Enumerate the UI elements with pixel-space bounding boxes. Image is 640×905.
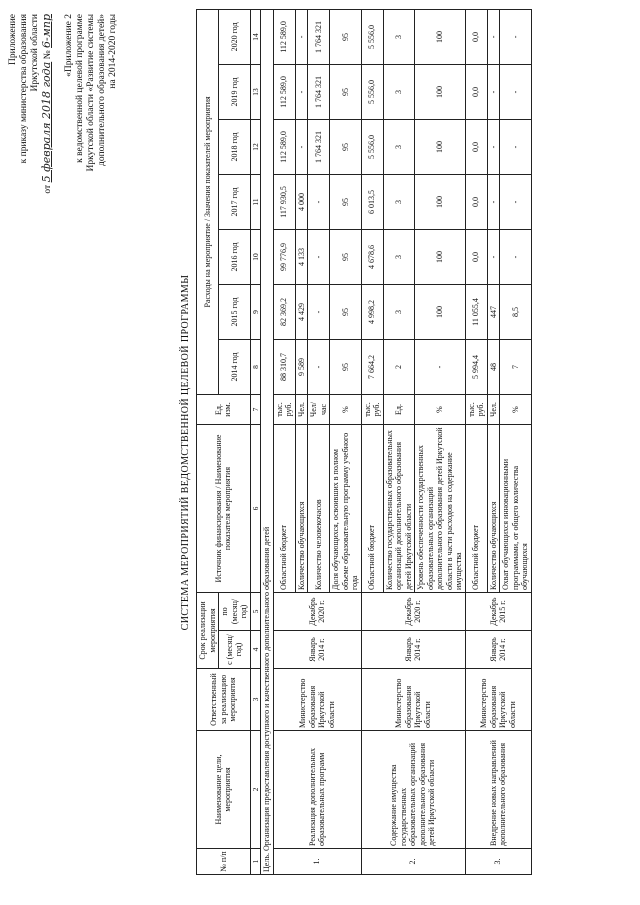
col-index: 3 (250, 669, 261, 731)
col-index: 12 (250, 119, 261, 174)
measure-from: Январь 2014 г. (465, 631, 531, 669)
measure-from: Январь 2014 г. (361, 631, 465, 669)
header-date-line: от 5 февраля 2018 года № 6-мпр (40, 14, 53, 194)
value-cell: - (500, 64, 532, 119)
indicator-unit: % (500, 394, 532, 424)
approval-header (8, 14, 119, 274)
indicator-name: Количество обучающихся (487, 424, 500, 592)
handwritten-date: 5 февраля 2018 года (40, 61, 53, 183)
value-cell: 117 930,5 (273, 174, 295, 229)
year-header: 2018 год (219, 119, 251, 174)
table-row (465, 9, 487, 874)
value-cell: 8,5 (500, 284, 532, 339)
value-cell: 112 589,0 (273, 64, 295, 119)
value-cell: - (500, 9, 532, 64)
value-cell: 95 (330, 339, 362, 394)
value-cell: - (500, 174, 532, 229)
value-cell: 5 556,0 (361, 64, 383, 119)
value-cell: 95 (330, 229, 362, 284)
header-line: дополнительного образования детей» (97, 14, 107, 166)
value-cell: 4 429 (295, 284, 308, 339)
measure-name: Внедрение новых направлений дополнительного образования (465, 731, 531, 849)
value-cell: 95 (330, 284, 362, 339)
measure-responsible: Министерство образования Иркутской области (465, 669, 531, 731)
header-line: Иркутской области «Развитие системы (86, 14, 96, 172)
value-cell: 1 764 321 (308, 9, 330, 64)
header-line: Иркутской области (30, 14, 40, 92)
measure-to: Декабрь 2015 г. (465, 592, 531, 630)
col-header-term: Срок реализации мероприятия (197, 592, 219, 668)
year-header: 2019 год (219, 64, 251, 119)
value-cell: 100 (415, 284, 466, 339)
indicator-unit: % (330, 394, 362, 424)
value-cell: - (308, 229, 330, 284)
value-cell: 0,0 (465, 174, 487, 229)
col-header-num: № п/п (197, 849, 251, 875)
value-cell: 100 (415, 64, 466, 119)
value-cell: 3 (383, 284, 415, 339)
value-cell: 0,0 (465, 229, 487, 284)
value-cell: 1 764 321 (308, 119, 330, 174)
value-cell: 95 (330, 119, 362, 174)
value-cell: - (415, 339, 466, 394)
header-row (197, 9, 219, 874)
header-line: «Приложение 2 (64, 14, 74, 77)
value-cell: 82 369,2 (273, 284, 295, 339)
value-cell: 99 776,9 (273, 229, 295, 284)
indicator-unit: Чел/час (308, 394, 330, 424)
header-line: к ведомственной целевой программе (75, 14, 85, 163)
value-cell: - (308, 174, 330, 229)
indicator-name: Количество государственных образовательных организаций дополнительного образования детей Иркутской области (383, 424, 415, 592)
value-cell: 5 994,4 (465, 339, 487, 394)
value-cell: 5 556,0 (361, 9, 383, 64)
value-cell: 7 664,2 (361, 339, 383, 394)
value-cell: - (308, 284, 330, 339)
col-index: 6 (250, 424, 261, 592)
value-cell: 100 (415, 9, 466, 64)
header-line: к приказу министерства образования (19, 14, 29, 164)
value-cell: 5 556,0 (361, 119, 383, 174)
col-header-from: с (месяц/ год) (219, 631, 251, 669)
measure-responsible: Министерство образования Иркутской области (361, 669, 465, 731)
value-cell: 3 (383, 174, 415, 229)
value-cell: - (295, 64, 308, 119)
table-row (361, 9, 383, 874)
value-cell: 2 (383, 339, 415, 394)
year-header: 2016 год (219, 229, 251, 284)
value-cell: - (500, 119, 532, 174)
value-cell: 112 589,0 (273, 9, 295, 64)
value-cell: 95 (330, 9, 362, 64)
value-cell: 88 310,7 (273, 339, 295, 394)
column-index-row (250, 9, 261, 874)
header-line: Приложение (8, 14, 18, 65)
program-measures-table (196, 9, 532, 875)
value-cell: 9 589 (295, 339, 308, 394)
measure-responsible: Министерство образования Иркутской области (273, 669, 361, 731)
col-index: 2 (250, 731, 261, 849)
indicator-unit: % (415, 394, 466, 424)
measure-name: Содержание имущества государственных образовательных организаций дополнительного образования детей Иркутской области (361, 731, 465, 849)
indicator-name: Областной бюджет (273, 424, 295, 592)
col-index: 8 (250, 339, 261, 394)
indicator-name: Охват обучающихся инновационными программами, от общего количества обучающихся (500, 424, 532, 592)
year-header: 2020 год (219, 9, 251, 64)
measure-to: Декабрь 2020 г. (273, 592, 361, 630)
value-cell: 95 (330, 174, 362, 229)
measure-num: 1. (273, 849, 361, 875)
col-index: 11 (250, 174, 261, 229)
year-header: 2017 год (219, 174, 251, 229)
value-cell: - (487, 9, 500, 64)
year-header: 2015 год (219, 284, 251, 339)
col-header-costs: Расходы на мероприятие / Значения показателей мероприятия (197, 9, 219, 394)
indicator-name: Уровень обеспеченности государственных образовательных организаций дополнительного образования детей Иркутской области в части расходов на содержание имущества (415, 424, 466, 592)
value-cell: - (500, 229, 532, 284)
col-header-unit: Ед. изм. (197, 394, 251, 424)
indicator-unit: Чел. (487, 394, 500, 424)
value-cell: 112 589,0 (273, 119, 295, 174)
indicator-unit: Ед. (383, 394, 415, 424)
value-cell: 100 (415, 229, 466, 284)
value-cell: 100 (415, 119, 466, 174)
value-cell: 3 (383, 9, 415, 64)
measure-num: 3. (465, 849, 531, 875)
indicator-name: Количество человекочасов (308, 424, 330, 592)
measure-num: 2. (361, 849, 465, 875)
col-index: 10 (250, 229, 261, 284)
col-header-responsible: Ответственный за реализацию мероприятия (197, 669, 251, 731)
col-header-to: по (месяц/ год) (219, 592, 251, 630)
measure-name: Реализация дополнительных образовательных программ (273, 731, 361, 849)
value-cell: 7 (500, 339, 532, 394)
indicator-unit: тыс. руб. (273, 394, 295, 424)
col-header-source: Источник финансирования / Наименование показателя мероприятия (197, 424, 251, 592)
table-row (273, 9, 295, 874)
document-title: СИСТЕМА МЕРОПРИЯТИЙ ВЕДОМСТВЕННОЙ ЦЕЛЕВОЙ ПРОГРАММЫ (180, 274, 191, 631)
col-index: 14 (250, 9, 261, 64)
value-cell: 0,0 (465, 119, 487, 174)
indicator-unit: тыс. руб. (361, 394, 383, 424)
value-cell: 4 678,6 (361, 229, 383, 284)
col-header-name: Наименование цели, мероприятия (197, 731, 251, 849)
header-line: на 2014-2020 годы (108, 14, 118, 89)
indicator-name: Областной бюджет (465, 424, 487, 592)
goal-row (261, 9, 274, 874)
value-cell: - (308, 339, 330, 394)
value-cell: - (487, 229, 500, 284)
value-cell: 0,0 (465, 9, 487, 64)
value-cell: 1 764 321 (308, 64, 330, 119)
goal-text: Цель. Организация предоставления доступного и качественного дополнительного образования детей (261, 9, 274, 874)
value-cell: - (487, 64, 500, 119)
value-cell: - (295, 9, 308, 64)
col-index: 13 (250, 64, 261, 119)
col-index: 7 (250, 394, 261, 424)
col-index: 5 (250, 592, 261, 630)
col-index: 1 (250, 849, 261, 875)
value-cell: 4 133 (295, 229, 308, 284)
indicator-name: Доля обучающихся, освоивших в полном объеме образовательную программу учебного года (330, 424, 362, 592)
value-cell: 3 (383, 119, 415, 174)
value-cell: - (487, 174, 500, 229)
value-cell: 3 (383, 64, 415, 119)
value-cell: 3 (383, 229, 415, 284)
measure-from: Январь 2014 г. (273, 631, 361, 669)
value-cell: 6 013,5 (361, 174, 383, 229)
year-header: 2014 год (219, 339, 251, 394)
value-cell: 100 (415, 174, 466, 229)
value-cell: - (487, 119, 500, 174)
value-cell: 48 (487, 339, 500, 394)
value-cell: 447 (487, 284, 500, 339)
measure-to: Декабрь 2020 г. (361, 592, 465, 630)
col-index: 9 (250, 284, 261, 339)
indicator-unit: Чел. (295, 394, 308, 424)
value-cell: 0,0 (465, 64, 487, 119)
indicator-unit: тыс. руб. (465, 394, 487, 424)
value-cell: 95 (330, 64, 362, 119)
col-index: 4 (250, 631, 261, 669)
indicator-name: Областной бюджет (361, 424, 383, 592)
indicator-name: Количество обучающихся (295, 424, 308, 592)
value-cell: 4 998,2 (361, 284, 383, 339)
handwritten-number: 6-мпр (40, 14, 53, 48)
value-cell: - (295, 119, 308, 174)
value-cell: 4 000 (295, 174, 308, 229)
value-cell: 11 055,4 (465, 284, 487, 339)
